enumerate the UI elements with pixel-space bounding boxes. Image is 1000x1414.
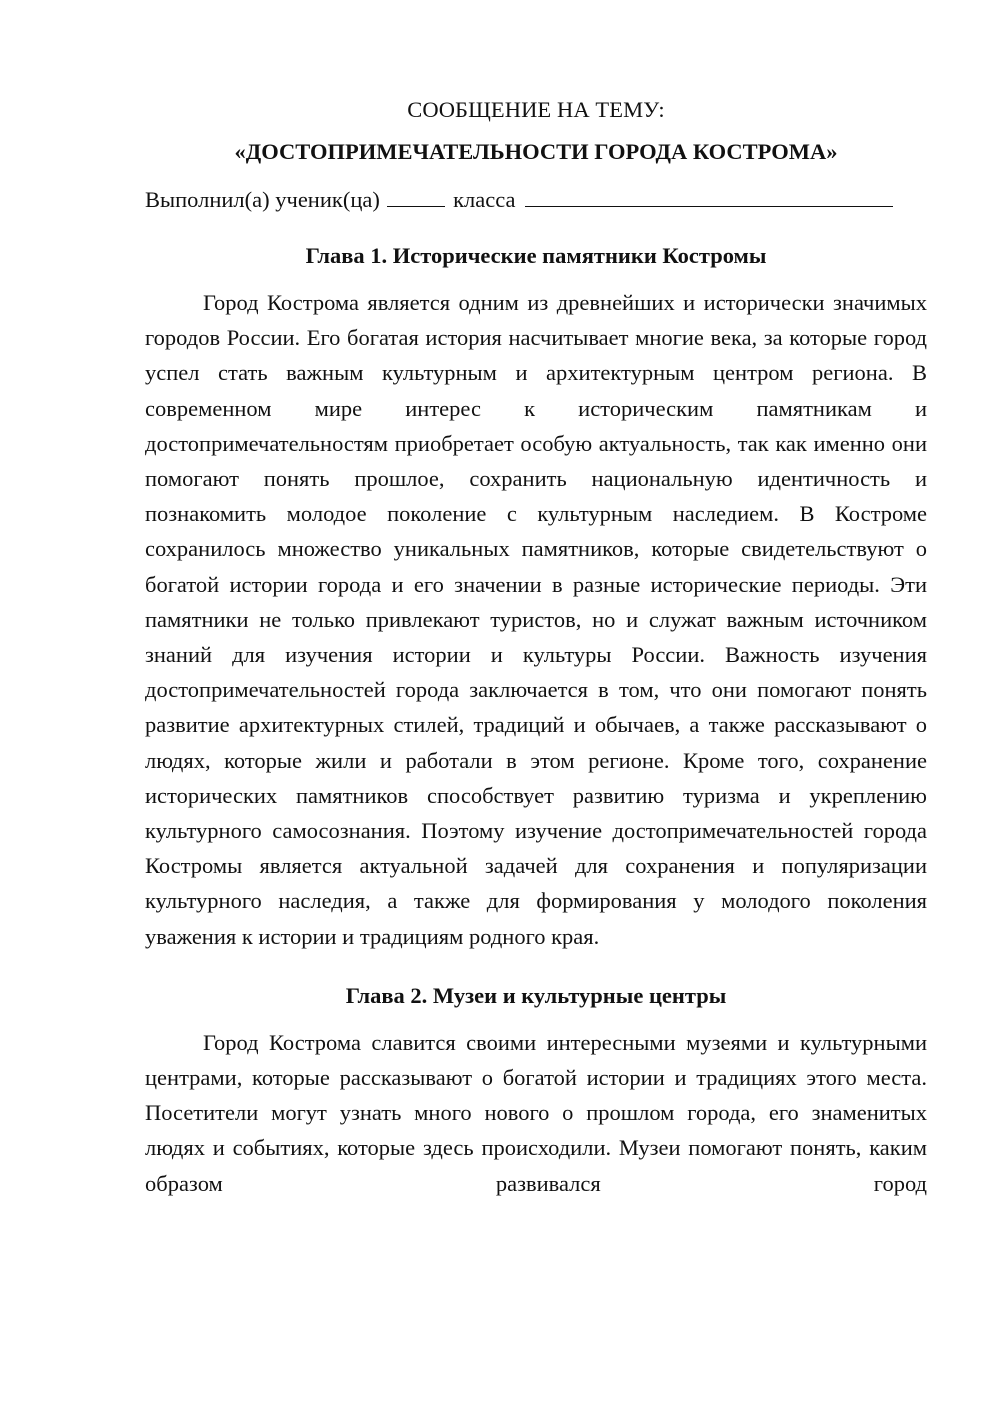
document-title-line1: СООБЩЕНИЕ НА ТЕМУ: [407,97,665,122]
author-prefix: Выполнил(а) ученик(ца) [145,187,380,212]
document-title-line2: «ДОСТОПРИМЕЧАТЕЛЬНОСТИ ГОРОДА КОСТРОМА» [234,139,838,164]
chapter-2-paragraph: Город Кострома славится своими интересными музеями и культурными центрами, которые рассказывают о богатой истории и традициях этого места. Посетители могут узнать много нового о прошлом города, его знаменитых людях и событиях, которые здесь происходили. Музеи помогают понять, каким образом развивался город [145,1029,927,1196]
chapter-1-heading: Глава 1. Исторические памятники Костромы [305,243,767,268]
chapter-1-paragraph: Город Кострома является одним из древнейших и исторически значимых городов России. Его богатая история насчитывает многие века, за которые город успел стать важным культурным и архитектурным центром региона. В современном мире интерес к историческим памятникам и достопримечательностям приобретает особую актуальность, так как именно они помогают понять прошлое, сохранить национальную идентичность и познакомить молодое поколение с культурным наследием. В Костроме сохранилось множество уникальных памятников, которые свидетельствуют о богатой истории города и его значении в разные исторические периоды. Эти памятники не только привлекают туристов, но и служат важным источником знаний для изучения истории и культуры России. Важность изучения достопримечательностей города заключается в том, что они помогают понять развитие архитектурных стилей, традиций и обычаев, а также рассказывают о людях, которые жили и работали в этом регионе. Кроме того, сохранение исторических памятников способствует развитию туризма и укреплению культурного самосознания. Поэтому изучение достопримечательностей города Костромы является актуальной задачей для сохранения и популяризации культурного наследия, а также для формирования у молодого поколения уважения к истории и традициям родного края. [145,290,927,949]
author-class-word: класса [453,187,516,212]
author-name-blank [525,184,893,207]
author-line [145,182,927,218]
document-content [145,92,927,1201]
chapter-2-heading: Глава 2. Музеи и культурные центры [345,982,727,1008]
class-number-blank [387,184,445,207]
